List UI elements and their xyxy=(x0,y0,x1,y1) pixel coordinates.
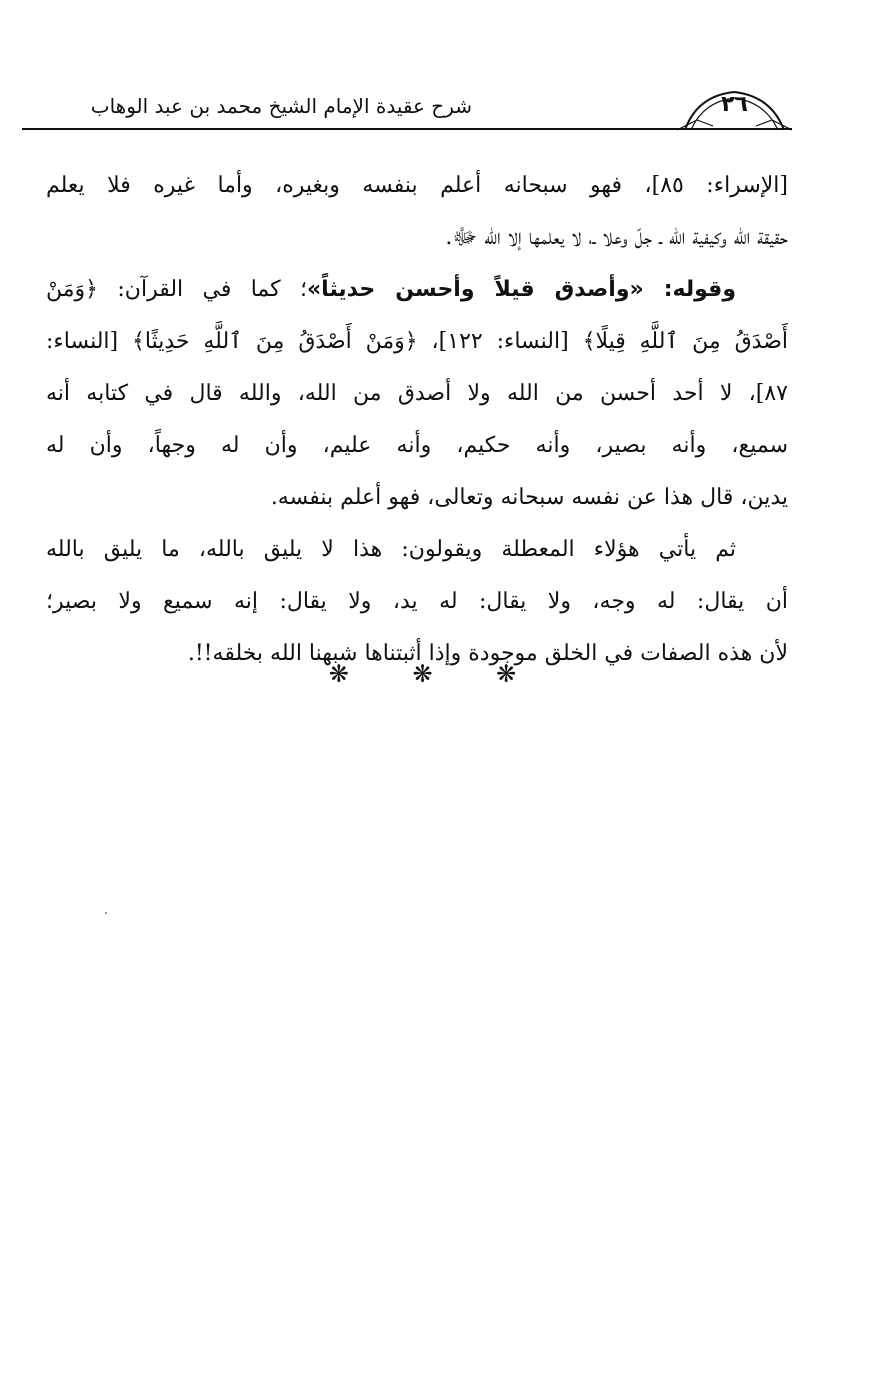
text-line: سميع، وأنه بصير، وأنه حكيم، وأنه عليم، وأن له وجهاً، وأن له xyxy=(46,433,788,458)
text-line-with-lead xyxy=(46,264,788,316)
scan-speck xyxy=(105,912,107,914)
paragraph-2 xyxy=(46,264,788,524)
text-line: لأن هذه الصفات في الخلق موجودة وإذا أثبتناها شبهنا الله بخلقه!!. xyxy=(187,641,788,666)
page-number-badge xyxy=(677,86,792,128)
paragraph-3 xyxy=(46,524,788,680)
header-rule xyxy=(22,128,792,130)
text-line: حقيقة الله وكيفية الله ـ جلّ وعلا ـ، لا يعلمها إلا الله ﷻ. xyxy=(445,225,788,250)
quoted-text-bold: وقوله: «وأصدق قيلاً وأحسن حديثاً» xyxy=(306,277,736,302)
paragraph-1 xyxy=(46,160,788,264)
text-line: ٨٧]، لا أحد أحسن من الله ولا أصدق من الله، والله قال في كتابه أنه xyxy=(46,381,788,406)
text-fragment: ؛ كما في القرآن: ﴿وَمَنْ xyxy=(46,277,307,302)
text-fragment: ثم يأتي هؤلاء المعطلة ويقولون: هذا لا يليق بالله، ما يليق بالله xyxy=(46,537,736,562)
running-title: شرح عقيدة الإمام الشيخ محمد بن عبد الوهاب xyxy=(90,94,472,118)
text-line-indented xyxy=(46,524,788,576)
text-line: يدين، قال هذا عن نفسه سبحانه وتعالى، فهو أعلم بنفسه. xyxy=(270,485,788,510)
page-header xyxy=(22,82,792,132)
text-line: أن يقال: له وجه، ولا يقال: له يد، ولا يقال: إنه سميع ولا بصير؛ xyxy=(46,589,788,614)
text-line: [الإسراء: ٨٥]، فهو سبحانه أعلم بنفسه وبغيره، وأما غيره فلا يعلم xyxy=(46,173,788,198)
main-text xyxy=(46,160,788,680)
quran-verse-line: أَصْدَقُ مِنَ ٱللَّهِ قِيلًا﴾ [النساء: ١٢٢]، ﴿وَمَنْ أَصْدَقُ مِنَ ٱللَّهِ حَدِيثًا﴾ [النساء: xyxy=(46,329,788,354)
section-separator: ❋ ❋ ❋ xyxy=(328,660,545,688)
page-number: ٢٦ xyxy=(721,92,748,117)
